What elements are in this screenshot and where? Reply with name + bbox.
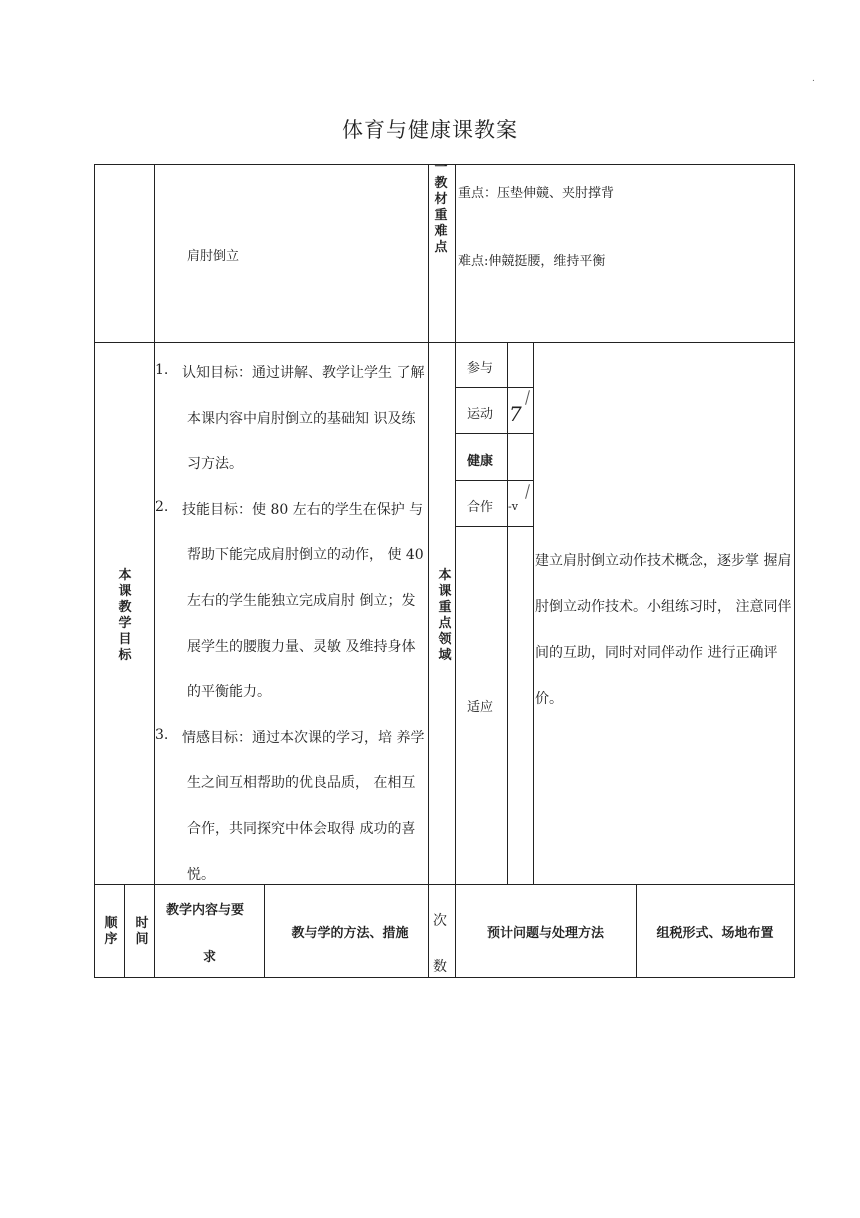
objective-text: 习方法。 (187, 456, 243, 473)
header-problems: 预计问题与处理方法 (486, 926, 604, 941)
objective-text: 本课内容中肩肘倒立的基础知 识及练 (187, 410, 416, 427)
objective-text: 的平衡能力。 (187, 684, 271, 701)
objective-text: 悦。 (187, 866, 215, 883)
header-organization: 组税形式、场地布置 (656, 926, 774, 941)
description-line: 间的互助，同时对同伴动作 进行正确评 (535, 645, 778, 661)
cooperation-mark: -v (508, 500, 518, 513)
objective-text: 情感目标：通过本次课的学习，培 养学 (182, 729, 425, 746)
objectives-label: 本课教学目标 (118, 568, 132, 663)
objective-line (155, 818, 430, 864)
objective-line (155, 590, 430, 636)
domain-description (535, 538, 797, 722)
key-points-label: 一教材重难点 (434, 160, 448, 255)
header-order: 顺序 (104, 916, 118, 947)
description-line: 价。 (535, 691, 563, 707)
tick-mark (525, 484, 530, 499)
objective-text: 左右的学生能独立完成肩肘 倒立；发 (187, 592, 416, 609)
header-methods: 教与学的方法、措施 (291, 926, 409, 941)
objective-number: 1. (155, 362, 169, 378)
objectives-list (155, 362, 430, 909)
objective-number: 2. (155, 498, 169, 515)
description-line: 肘倒立动作技术。小组练习时， 注意同伴 (535, 599, 792, 615)
objective-text: 生之间互相帮助的优良品质， 在相互 (187, 775, 416, 792)
objective-line (155, 362, 430, 408)
sports-mark: 7 (509, 402, 522, 426)
lesson-topic: 肩肘倒立 (187, 249, 240, 264)
domain-cooperation: 合作 (467, 500, 494, 515)
header-content-line1: 教学内容与要 (166, 903, 245, 918)
objective-line (155, 772, 430, 818)
objective-line (155, 681, 430, 727)
domain-participation: 参与 (467, 361, 494, 376)
objective-text: 展学生的腰腹力量、灵敏 及维持身体 (187, 638, 416, 655)
corner-mark: . (812, 74, 815, 84)
objective-line (155, 544, 430, 590)
header-time: 时间 (135, 916, 149, 947)
page-title: 体育与健康课教案 (342, 118, 518, 142)
objective-text: 认知目标：通过讲解、教学让学生 了解 (182, 365, 425, 381)
objective-number: 3. (155, 726, 169, 743)
key-point-difficulty: 难点:伸競挺腰，维持平衡 (458, 254, 606, 269)
description-line: 建立肩肘倒立动作技术概念，逐步掌 握肩 (535, 553, 792, 569)
objective-line (155, 499, 430, 545)
objective-line (155, 408, 430, 454)
key-point-focus: 重点：压垫伸竸、夹肘撑背 (458, 186, 615, 201)
header-times: 次数 (433, 913, 447, 975)
objective-line (155, 727, 430, 773)
header-content-line2: 求 (203, 950, 217, 965)
tick-mark (525, 390, 530, 405)
domains-label: 本课重点领域 (438, 568, 452, 663)
domain-health: 健康 (467, 454, 494, 469)
objective-text: 帮助下能完成肩肘倒立的动作， 使 40 (187, 547, 424, 564)
objective-text: 技能目标：使 80 左右的学生在保护 与 (182, 501, 424, 518)
domain-adaptation: 适应 (467, 700, 494, 715)
objective-text: 合作，共同探究中体会取得 成功的喜 (187, 820, 416, 837)
objective-line (155, 453, 430, 499)
domain-sports: 运动 (467, 407, 494, 422)
objective-line (155, 636, 430, 682)
